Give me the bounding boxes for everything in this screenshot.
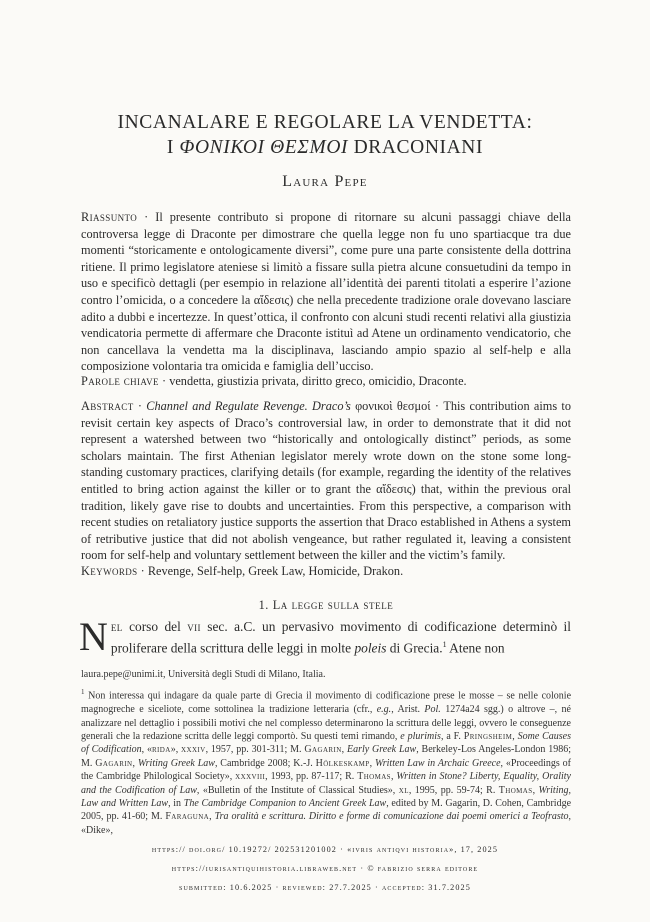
fn-text: , (341, 744, 347, 756)
abstract-title: Channel and Regulate Revenge. Draco’s (146, 399, 356, 413)
fn-author: Faraguna (165, 811, 210, 823)
fn-text: , (209, 811, 215, 823)
fn-author: Gagarin (95, 757, 133, 769)
footnotes (81, 668, 571, 837)
fn-text: , Berkeley-Los Angeles-London 1986; M. (81, 744, 572, 769)
footnote-ref[interactable]: 1 (442, 640, 447, 649)
fn-italic: Pol. (424, 704, 441, 716)
century-numeral: vii (187, 619, 201, 634)
fn-text: , «Proceedings of the Cambridge Philological Society», (81, 757, 571, 783)
riassunto-label: Riassunto (81, 210, 138, 224)
author-affiliation-note: laura.pepe@unimi.it, Università degli Studi di Milano, Italia. (81, 669, 326, 680)
fn-text: , 1957, pp. 301-311; M. (205, 744, 305, 756)
footer-doi-line[interactable]: https:// doi.org/ 10.19272/ 202531201002 · «ivris antiqvi historia», 17, 2025 (151, 845, 499, 854)
abstract-title-greek: φονικοὶ θεσμοί (355, 399, 431, 413)
fn-text: , «Dike», (81, 811, 572, 836)
fn-italic: The Cambridge Companion to Ancient Greek Law (183, 797, 387, 809)
fn-text: , (132, 757, 138, 769)
body-text-c: di Grecia. (386, 640, 443, 656)
parole-chiave-text: vendetta, giustizia privata, diritto greco, omicidio, Draconte. (169, 374, 467, 388)
fn-text: , (369, 757, 375, 769)
separator: · (133, 399, 147, 413)
abstract-text-a: · This contribution aims to revisit certain key aspects of Draco’s controversial law, in order to demonstrate that it did not represent a watershed between two “historically and ontologically distinct” periods, as some scholars maintain. The first Athenian legislator merely wrote down on the stone some long-standing customary practices, clarifying details (for example, regarding the identity of the relatives entitled to bring action against the killer or to grant the (81, 399, 571, 496)
fn-text: , (532, 784, 539, 796)
footer-url-line[interactable]: https://iurisantiquihistoria.libraweb.net · © fabrizio serra editore (171, 864, 479, 873)
fn-italic: Written Law in Archaic Greece (374, 757, 501, 769)
fn-text: , in (168, 797, 184, 809)
fn-italic: Written in Stone? Liberty, Equality, Orality and the Codification of Law (81, 771, 571, 796)
parole-chiave-paragraph (81, 373, 571, 390)
article-title (60, 110, 590, 160)
title-line-2-suffix: DRACONIANI (348, 137, 484, 158)
fn-author: Thomas (357, 771, 391, 783)
title-line-2-prefix: I (166, 137, 180, 158)
abstract-greek: αἴδεσις (376, 481, 412, 496)
fn-text: , (390, 771, 397, 783)
title-line-1: INCANALARE E REGOLARE LA VENDETTA: (117, 112, 533, 133)
fn-italic: Tra oralità e scrittura. Diritto e forme di comunicazione dai poemi omerici a Teofrasto (214, 811, 569, 823)
fn-text: », (170, 744, 182, 756)
riassunto-paragraph (81, 209, 571, 375)
fn-text: , edited by M. Gagarin, D. Cohen, Cambridge 2005, pp. 41-60; M. (81, 797, 572, 823)
section-number: 1. (258, 598, 269, 612)
author-name: Laura Pepe (282, 173, 368, 190)
fn-text: , «Bulletin of the Institute of Classical Studies», (196, 784, 399, 796)
fn-italic: e.g. (376, 704, 392, 716)
fn-text: , Cambridge 2008; K.-J. (214, 757, 316, 769)
fn-italic: Early Greek Law (347, 744, 417, 756)
fn-text: , (512, 730, 518, 742)
fn-smallcaps: xxxviii (235, 771, 266, 783)
footnote-1 (81, 686, 571, 837)
abstract-paragraph (81, 398, 571, 564)
fn-italic: Some Causes of Codification (81, 730, 572, 756)
keywords-paragraph (81, 563, 571, 580)
fn-text: , Arist. (391, 704, 425, 716)
abstract-text-b: ) that, within the previous oral tradition, likely gave rise to doubts and uncertainties. From this perspective, a comparison with recent studies on retaliatory justice supports the assertion that Draco established in Athens a system of retributive justice that did not abolish vengeance, but rather regulated it, leaving a consistent room for self-help and voluntary settlement between the killer and the victim’s family. (81, 481, 571, 563)
body-text-b: sec. a.C. un pervasivo movimento di codificazione determinò il proliferare della scrittura delle leggi in molte (110, 619, 571, 656)
body-text-a: corso del (122, 619, 188, 634)
fn-author: Pringsheim (463, 730, 513, 742)
separator: · (137, 210, 156, 224)
keywords-label: Keywords (81, 564, 138, 578)
keywords-text: Revenge, Self-help, Greek Law, Homicide, Drakon. (147, 564, 404, 578)
fn-text: 1274a24 sgg.) o altrove –, né analizzare nel dettaglio i possibili motivi che nel complesso determinarono la scrittura delle leggi, ovvero le conseguenze generali che la redazione scritta delle leggi comportò. Su questi temi rimando, (81, 704, 571, 742)
fn-author: Thomas (498, 784, 533, 796)
fn-text: Non interessa qui indagare da quale parte di Grecia il movimento di codificazione prese le mosse – se nelle colonie magnogreche e siceliote, come sottolinea la tradizione letteraria (cfr., (81, 690, 572, 716)
section-title: La legge sulla stele (272, 598, 394, 612)
body-text-d: Atene non (446, 640, 505, 656)
fn-author: Hölkeskamp (315, 757, 370, 769)
separator: · (137, 564, 148, 578)
fn-text: , 1995, pp. 59-74; R. (408, 784, 499, 796)
fn-italic: Writing Greek Law (137, 757, 215, 769)
drop-cap: N (79, 614, 108, 659)
fn-smallcaps: xl (398, 784, 409, 796)
fn-author: Gagarin (304, 744, 342, 756)
fn-text: , a F. (440, 730, 464, 742)
footer-dates-line: submitted: 10.6.2025 · reviewed: 27.7.2025 · accepted: 31.7.2025 (179, 883, 471, 892)
section-heading (81, 598, 571, 613)
title-greek: ΦΟΝΙΚΟΙ ΘΕΣΜΟΙ (179, 137, 349, 158)
footnote-number: 1 (81, 688, 85, 697)
fn-italic: Writing, Law and Written Law (81, 784, 571, 809)
first-word-rest: el (110, 619, 123, 634)
separator: · (158, 374, 170, 388)
abstract-label: Abstract (81, 399, 134, 413)
riassunto-text-a: Il presente contributo si propone di ritornare su alcuni passaggi chiave della controversa legge di Draconte per dimostrare che quella legge non fu uno spartiacque tra due momenti “storicamente e ontologicamente diversi”, come pure una parte consistente della dottrina ritiene. Il primo legislatore ateniese si limitò a fissare sulla pietra alcune consuetudini da tempo in uso e specificò dettagli (per esempio in relazione all’identità dei parenti titolati a esperire l’azione contro l’omicida, o a concedere la (81, 210, 572, 307)
fn-smallcaps: rida (151, 744, 171, 756)
title-line-2 (60, 135, 590, 160)
riassunto-greek: αἴδεσις (253, 292, 290, 307)
parole-chiave-label: Parole chiave (81, 374, 159, 388)
fn-text: , 1993, pp. 87-117; R. (265, 771, 358, 783)
poleis-word: poleis (354, 640, 387, 656)
fn-smallcaps: xxxiv (181, 744, 206, 756)
fn-text: , « (141, 744, 152, 756)
body-paragraph (79, 614, 571, 659)
riassunto-text-b: ) che nella precedente tradizione orale dovevano lasciare adito a dubbi e incertezze. In quest’ottica, il confronto con alcuni studi recenti relativi alla giustizia vendicatoria permette di affermare che Draconte istituì ad Atene un ordinamento vendicatorio, che non cancellava la vendetta ma la disciplinava, lasciando ampio spazio al self-help e alla composizione volontaria tra omicida e famiglia dell’ucciso. (81, 292, 571, 374)
fn-italic: e plurimis (400, 730, 441, 742)
